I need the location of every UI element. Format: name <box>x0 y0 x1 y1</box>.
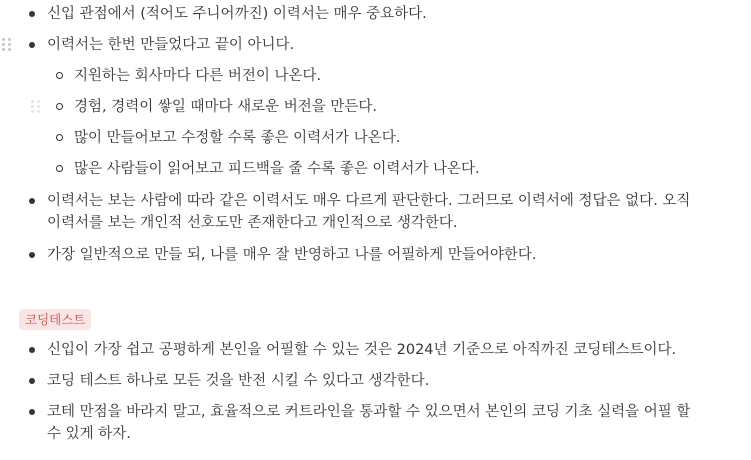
list-item[interactable] <box>0 190 751 234</box>
hollow-bullet-icon <box>56 165 63 172</box>
list-item-text: 신입 관점에서 (적어도 주니어까진) 이력서는 매우 중요하다. <box>47 6 427 22</box>
list-item-text: 이력서는 보는 사람에 따라 같은 이력서도 매우 다르게 판단한다. 그러므로 이력서에 정답은 없다. 오직 이력서를 보는 개인적 선호도만 존재한다고 개인적으로 생각한다. <box>47 193 691 231</box>
list-item-text: 지원하는 회사마다 다른 버전이 나온다. <box>74 68 322 84</box>
list-item-text: 이력서는 한번 만들었다고 끝이 아니다. <box>47 37 295 53</box>
bullet-icon <box>29 252 35 258</box>
list-item[interactable] <box>0 370 751 392</box>
list-item[interactable] <box>0 401 751 445</box>
drag-handle-icon[interactable] <box>2 38 12 52</box>
drag-handle-icon[interactable] <box>31 100 41 114</box>
list-item-text: 가장 일반적으로 만들 되, 나를 매우 잘 반영하고 나를 어필하게 만들어야한다. <box>47 247 537 263</box>
hollow-bullet-icon <box>56 134 63 141</box>
list-item-text: 코딩 테스트 하나로 모든 것을 반전 시킬 수 있다고 생각한다. <box>47 373 430 389</box>
bullet-icon <box>29 11 35 17</box>
list-item-text: 코테 만점을 바라지 말고, 효율적으로 커트라인을 통과할 수 있으면서 본인의 코딩 기초 실력을 어필 할 수 있게 하자. <box>47 404 691 442</box>
tag-coding-test[interactable]: 코딩테스트 <box>19 309 91 330</box>
list-item[interactable] <box>0 65 751 87</box>
hollow-bullet-icon <box>56 72 63 79</box>
list-item[interactable] <box>0 158 751 180</box>
list-item[interactable] <box>0 34 751 56</box>
list-item[interactable] <box>0 96 751 118</box>
list-item[interactable] <box>0 127 751 149</box>
bullet-icon <box>29 42 35 48</box>
hollow-bullet-icon <box>56 103 63 110</box>
list-item[interactable] <box>0 339 751 361</box>
bullet-icon <box>29 347 35 353</box>
list-item-text: 많이 만들어보고 수정할 수록 좋은 이력서가 나온다. <box>74 130 401 146</box>
bullet-icon <box>29 198 35 204</box>
list-item[interactable] <box>0 244 751 266</box>
list-item-text: 많은 사람들이 읽어보고 피드백을 줄 수록 좋은 이력서가 나온다. <box>74 161 480 177</box>
list-item-text: 경험, 경력이 쌓일 때마다 새로운 버전을 만든다. <box>74 99 378 115</box>
bullet-icon <box>29 378 35 384</box>
list-item[interactable] <box>0 3 751 25</box>
bullet-icon <box>29 409 35 415</box>
list-item-text: 신입이 가장 쉽고 공평하게 본인을 어필할 수 있는 것은 2024년 기준으로 아직까진 코딩테스트이다. <box>47 342 677 358</box>
